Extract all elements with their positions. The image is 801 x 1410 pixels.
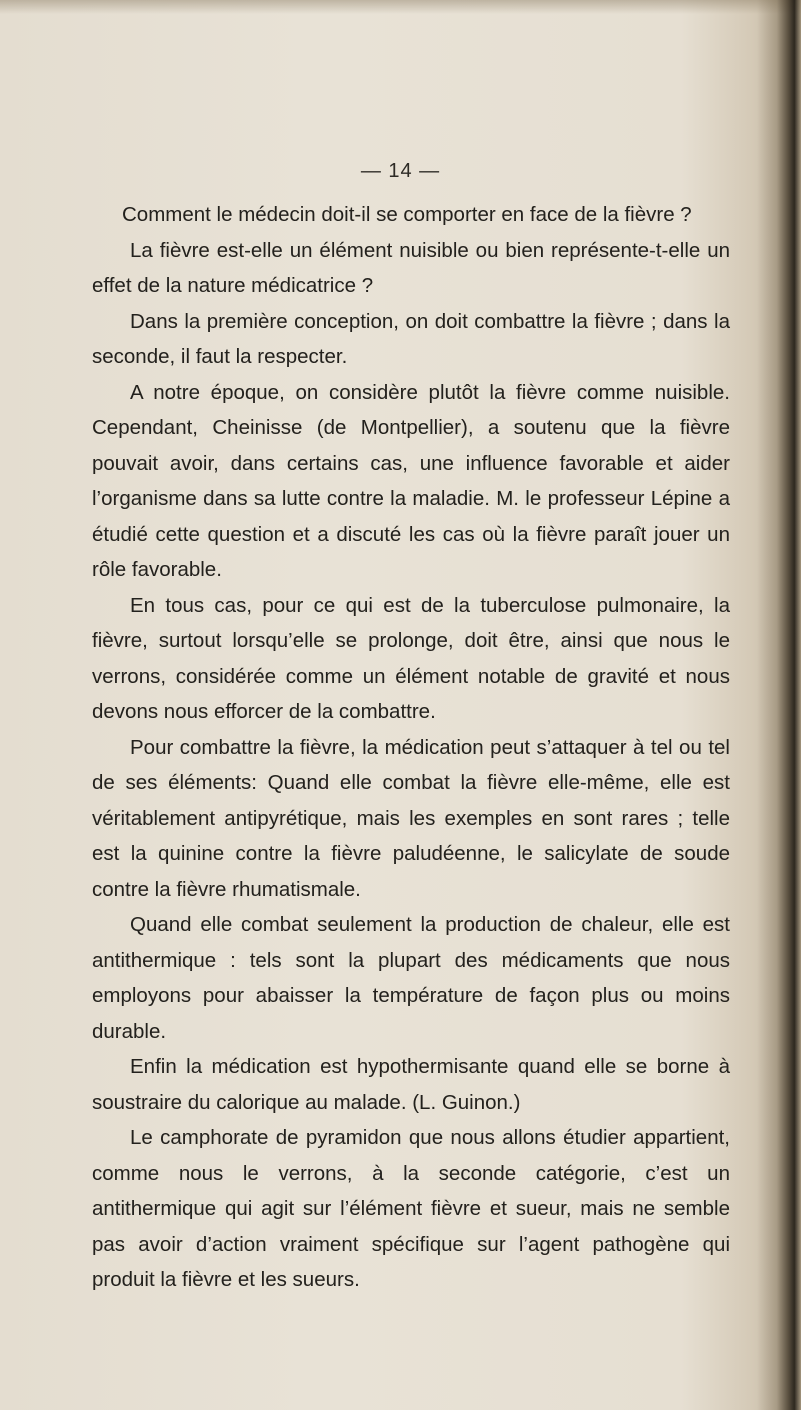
page-text <box>92 197 730 1298</box>
paragraph-3: Dans la première conception, on doit combattre la fièvre ; dans la seconde, il faut la respecter. <box>92 309 730 368</box>
paragraph-7: Quand elle combat seulement la production de chaleur, elle est antithermique : tels sont la plupart des médicaments que nous employons pour abaisser la température de façon plus ou moins durable. <box>92 913 730 1043</box>
page-number: — 14 — <box>360 160 441 182</box>
paragraph-4: A notre époque, on considère plutôt la fièvre comme nuisible. Cependant, Cheinisse (de Montpellier), a soutenu que la fièvre pouvait avoir, dans certains cas, une influence favorable et aider l’organisme dans sa lutte contre la maladie. M. le professeur Lépine a étudié cette question et a discuté les cas où la fièvre paraît jouer un rôle favorable. <box>92 380 730 581</box>
page-spine-edge <box>757 0 801 1410</box>
paragraph-9: Le camphorate de pyramidon que nous allons étudier appartient, comme nous le verrons, à la seconde catégorie, c’est un antithermique qui agit sur l’élément fièvre et sueur, mais ne semble pas avoir d’action vraiment spécifique sur l’agent pathogène qui produit la fièvre et les sueurs. <box>92 1126 730 1291</box>
paragraph-6: Pour combattre la fièvre, la médication peut s’attaquer à tel ou tel de ses éléments: Quand elle combat la fièvre elle-même, elle est véritablement antipyrétique, mais les exemples en sont rares ; telle est la quinine contre la fièvre paludéenne, le salicylate de soude contre la fièvre rhumatismale. <box>92 735 730 901</box>
paragraph-1: Comment le médecin doit-il se comporter en face de la fièvre ? <box>122 203 692 226</box>
paragraph-8: Enfin la médication est hypothermisante quand elle se borne à soustraire du calorique au malade. (L. Guinon.) <box>92 1055 730 1114</box>
paragraph-5: En tous cas, pour ce qui est de la tuberculose pulmonaire, la fièvre, surtout lorsqu’elle se prolonge, doit être, ainsi que nous le verrons, considérée comme un élément notable de gravité et nous devons nous efforcer de la combattre. <box>92 593 730 723</box>
page-top-shadow <box>0 0 801 14</box>
paragraph-2: La fièvre est-elle un élément nuisible ou bien représente-t-elle un effet de la nature médicatrice ? <box>92 238 730 297</box>
